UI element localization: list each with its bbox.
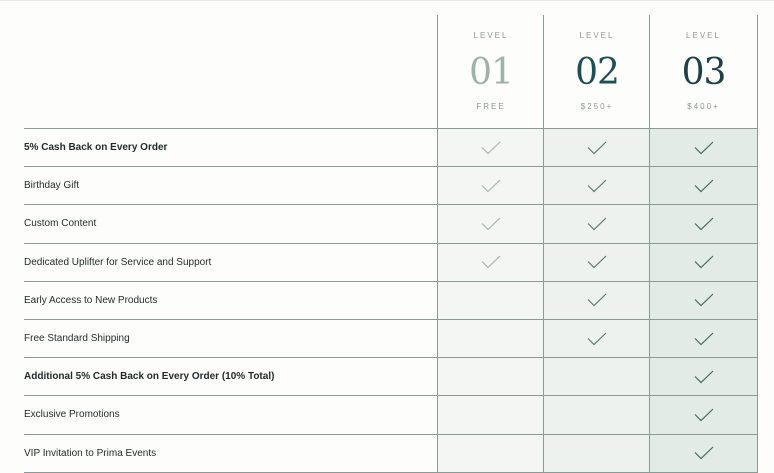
feature-row [24,320,758,358]
feature-row [24,205,758,243]
level-02-cell [543,205,650,242]
level-03-cell [649,282,758,319]
level-number: 02 [575,52,619,93]
check-icon [481,255,501,269]
feature-row [24,396,758,434]
feature-rows [24,128,758,473]
level-03-cell [649,205,758,242]
level-01-cell [437,282,544,319]
level-caption: LEVEL [579,31,615,40]
feature-label: Free Standard Shipping [24,333,130,345]
level-column-03 [649,15,758,128]
level-01-cell [437,129,544,166]
feature-row [24,244,758,282]
check-icon [694,332,714,346]
check-icon [587,179,607,193]
level-caption: LEVEL [686,31,721,40]
level-01-cell [437,435,544,472]
level-number: 03 [681,52,726,93]
check-icon [587,217,607,231]
check-icon [694,408,714,422]
check-icon [587,293,607,307]
check-icon [481,141,501,155]
level-01-cell [437,396,544,433]
level-01-cell [437,205,544,242]
top-divider [0,0,774,1]
level-caption: LEVEL [473,31,509,40]
level-02-cell [543,396,650,433]
level-02-cell [543,167,650,204]
check-icon [694,217,714,231]
feature-row [24,282,758,320]
check-icon [694,370,714,384]
level-price: FREE [476,102,506,111]
level-01-cell [437,167,544,204]
feature-label: Early Access to New Products [24,294,158,306]
feature-label: Custom Content [24,218,97,230]
feature-row [24,129,758,167]
feature-label: VIP Invitation to Prima Events [24,447,157,459]
feature-label: 5% Cash Back on Every Order [24,142,168,154]
level-01-cell [437,358,544,395]
level-03-cell [649,129,758,166]
feature-label: Dedicated Uplifter for Service and Support [24,256,212,268]
level-02-cell [543,358,650,395]
check-icon [694,141,714,155]
check-icon [694,293,714,307]
level-number: 01 [469,52,513,93]
level-03-cell [649,396,758,433]
level-02-cell [543,129,650,166]
level-02-cell [543,244,650,281]
feature-row [24,167,758,205]
level-01-cell [437,244,544,281]
level-column-01 [437,15,544,128]
check-icon [587,255,607,269]
feature-label: Exclusive Promotions [24,409,120,421]
level-02-cell [543,320,650,357]
check-icon [481,217,501,231]
feature-label: Additional 5% Cash Back on Every Order (10% Total) [24,371,275,383]
level-header-row [24,15,758,128]
check-icon [587,332,607,346]
level-01-cell [437,320,544,357]
level-03-cell [649,167,758,204]
rewards-comparison-table [24,15,758,473]
level-03-cell [649,358,758,395]
level-02-cell [543,282,650,319]
level-03-cell [649,244,758,281]
level-03-cell [649,435,758,472]
level-03-cell [649,320,758,357]
feature-label: Birthday Gift [24,180,80,192]
check-icon [694,446,714,460]
check-icon [481,179,501,193]
check-icon [694,179,714,193]
check-icon [587,141,607,155]
level-column-02 [543,15,650,128]
check-icon [694,255,714,269]
level-price: $250+ [580,102,614,111]
feature-row [24,435,758,473]
feature-row [24,358,758,396]
level-price: $400+ [687,102,720,111]
level-02-cell [543,435,650,472]
